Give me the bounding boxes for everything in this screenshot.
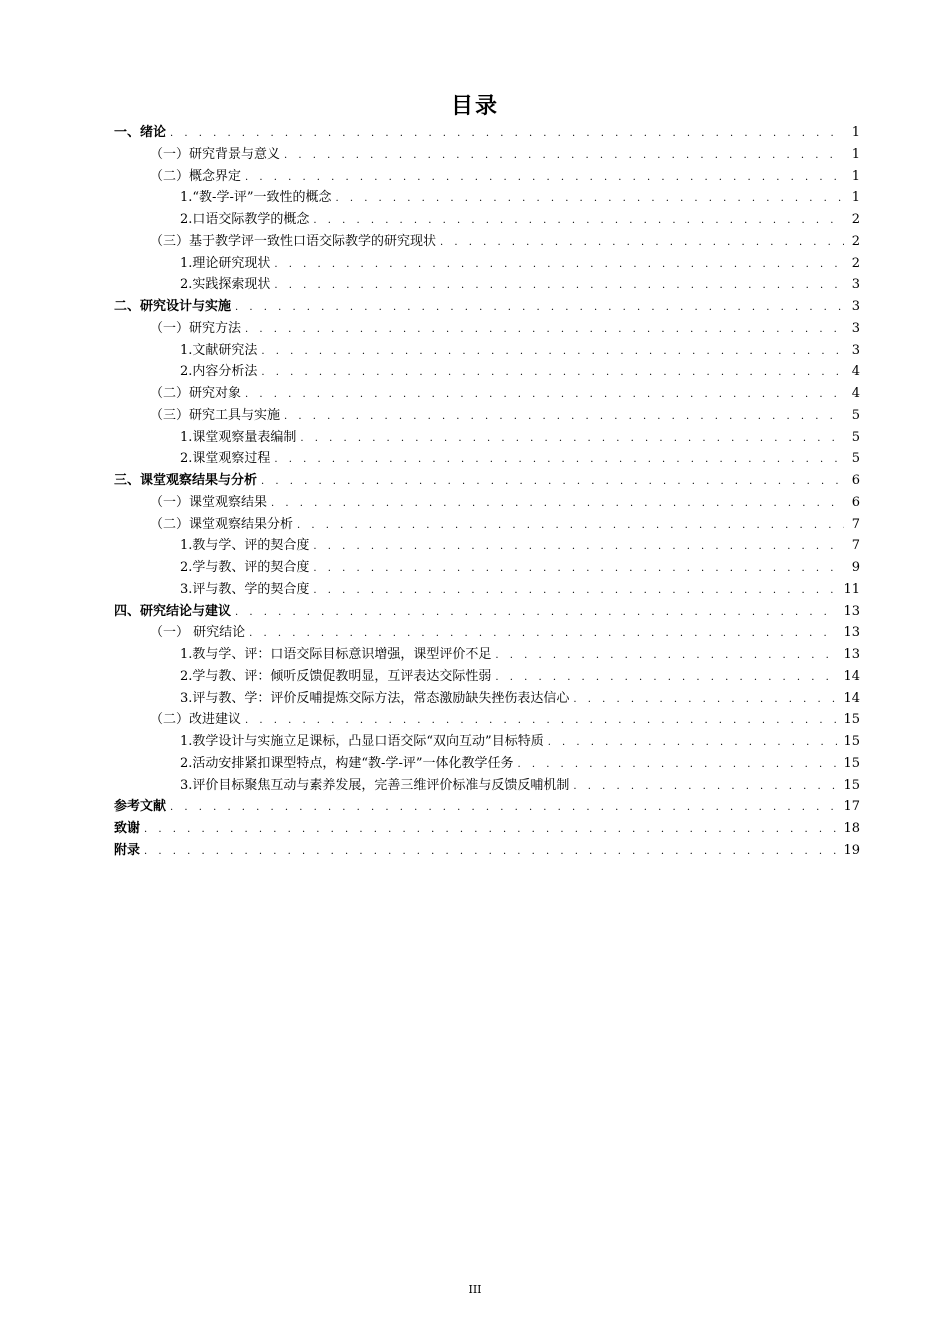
toc-entry-page: 5 — [851, 407, 860, 423]
toc-entry-title: 2.口语交际教学的概念 — [180, 212, 310, 227]
toc-entry-page: 17 — [843, 799, 860, 815]
toc-dot-leader — [249, 623, 837, 645]
toc-dot-leader — [313, 210, 844, 232]
toc-entry[interactable] — [114, 601, 860, 623]
toc-entry-page: 13 — [843, 647, 860, 662]
toc-entry-page: 1 — [851, 168, 860, 184]
toc-entry-title: （二）课堂观察结果分析 — [150, 516, 294, 532]
toc-entry[interactable] — [114, 274, 860, 296]
toc-entry-title: （一）研究方法 — [150, 320, 242, 336]
toc-entry-page: 14 — [843, 690, 860, 706]
toc-entry-page: 15 — [843, 777, 860, 793]
toc-entry[interactable] — [114, 731, 860, 753]
toc-entry-title: 1.教与学、评：口语交际目标意识增强，课型评价不足 — [180, 647, 492, 662]
toc-entry-title: 2.课堂观察过程 — [180, 451, 271, 467]
toc-entry[interactable] — [114, 666, 860, 688]
toc-entry-page: 14 — [843, 668, 860, 684]
toc-dot-leader — [271, 493, 844, 515]
toc-entry-title: 1.教学设计与实施立足课标，凸显口语交际“双向互动”目标特质 — [180, 734, 544, 749]
toc-entry-page: 15 — [843, 755, 860, 771]
toc-entry-title: 1.课堂观察量表编制 — [180, 429, 297, 445]
toc-entry-title: 3.评与教、学的契合度 — [180, 581, 310, 597]
toc-entry-page: 18 — [843, 821, 860, 836]
toc-entry[interactable] — [114, 557, 860, 579]
toc-entry[interactable] — [114, 318, 860, 340]
toc-entry[interactable] — [114, 470, 860, 492]
toc-entry-title: 致谢 — [114, 821, 141, 836]
toc-dot-leader — [235, 602, 837, 624]
toc-dot-leader — [297, 515, 844, 537]
toc-entry[interactable] — [114, 644, 860, 666]
toc-entry-page: 2 — [851, 212, 860, 227]
toc-entry-page: 9 — [851, 560, 860, 575]
toc-dot-leader — [313, 580, 837, 602]
toc-entry-title: 1.“教-学-评”一致性的概念 — [180, 190, 332, 206]
toc-entry[interactable] — [114, 579, 860, 601]
toc-entry-title: （一） 研究结论 — [150, 625, 246, 641]
toc-dot-leader — [144, 819, 837, 841]
toc-entry-page: 15 — [843, 734, 860, 749]
toc-entry[interactable] — [114, 231, 860, 253]
toc-dot-leader — [335, 188, 844, 210]
toc-entry-title: （二）概念界定 — [150, 168, 242, 184]
toc-entry-title: 1.教与学、评的契合度 — [180, 538, 310, 554]
toc-entry-title: 参考文献 — [114, 799, 167, 815]
toc-entry[interactable] — [114, 427, 860, 449]
toc-dot-leader — [235, 297, 844, 319]
toc-entry-page: 19 — [843, 842, 860, 858]
toc-entry-title: 2.学与教、评：倾听反馈促教明显，互评表达交际性弱 — [180, 668, 492, 684]
toc-entry-title: （一）研究背景与意义 — [150, 146, 281, 162]
toc-entry-title: 2.活动安排紧扣课型特点，构建“教-学-评”一体化教学任务 — [180, 755, 514, 771]
toc-dot-leader — [245, 384, 844, 406]
toc-entry-page: 6 — [851, 494, 860, 510]
page-number: III — [468, 1283, 482, 1296]
toc-entry-page: 13 — [843, 625, 860, 641]
toc-entry-page: 2 — [851, 233, 860, 249]
toc-entry[interactable] — [114, 209, 860, 231]
toc-entry[interactable] — [114, 622, 860, 644]
toc-dot-leader — [245, 167, 844, 189]
toc-entry[interactable] — [114, 187, 860, 209]
toc-entry[interactable] — [114, 514, 860, 536]
toc-entry[interactable] — [114, 753, 860, 775]
toc-entry-page: 5 — [851, 429, 860, 445]
toc-dot-leader — [300, 428, 844, 450]
toc-dot-leader — [284, 406, 844, 428]
toc-dot-leader — [313, 536, 844, 558]
toc-entry-title: 一、绪论 — [114, 125, 167, 140]
toc-dot-leader — [573, 689, 837, 711]
toc-entry-page: 1 — [851, 190, 860, 206]
toc-entry[interactable] — [114, 448, 860, 470]
toc-entry[interactable] — [114, 361, 860, 383]
toc-dot-leader — [284, 145, 844, 167]
toc-entry-page: 4 — [851, 386, 860, 401]
toc-entry-page: 3 — [851, 277, 860, 293]
toc-entry-title: （二）研究对象 — [150, 386, 242, 401]
toc-dot-leader — [495, 645, 837, 667]
toc-entry-title: 三、课堂观察结果与分析 — [114, 473, 258, 488]
toc-entry-page: 11 — [843, 581, 860, 597]
toc-entry[interactable] — [114, 709, 860, 731]
toc-dot-leader — [517, 754, 837, 776]
toc-entry-title: 2.内容分析法 — [180, 364, 258, 380]
toc-dot-leader — [548, 732, 838, 754]
toc-entry[interactable] — [114, 405, 860, 427]
toc-dot-leader — [170, 123, 844, 145]
toc-entry[interactable] — [114, 122, 860, 144]
toc-dot-leader — [245, 319, 844, 341]
toc-entry-page: 5 — [851, 451, 860, 467]
table-of-contents — [114, 122, 860, 862]
toc-dot-leader — [274, 254, 844, 276]
toc-entry-page: 3 — [851, 299, 860, 314]
toc-entry[interactable] — [114, 166, 860, 188]
toc-entry-page: 4 — [851, 364, 860, 380]
toc-dot-leader — [495, 667, 837, 689]
toc-dot-leader — [144, 841, 837, 863]
toc-entry[interactable] — [114, 840, 860, 862]
toc-entry[interactable] — [114, 253, 860, 275]
toc-entry-title: 3.评价目标聚焦互动与素养发展，完善三维评价标准与反馈反哺机制 — [180, 777, 570, 793]
toc-entry-page: 7 — [851, 538, 860, 554]
toc-dot-leader — [573, 776, 837, 798]
toc-dot-leader — [274, 449, 844, 471]
toc-dot-leader — [313, 558, 844, 580]
toc-entry-title: （三）研究工具与实施 — [150, 407, 281, 423]
toc-dot-leader — [274, 275, 844, 297]
toc-entry-title: 1.理论研究现状 — [180, 255, 271, 271]
toc-entry-page: 2 — [851, 255, 860, 271]
toc-entry[interactable] — [114, 796, 860, 818]
toc-entry-title: 2.实践探索现状 — [180, 277, 271, 293]
toc-entry[interactable] — [114, 144, 860, 166]
toc-dot-leader — [261, 362, 844, 384]
toc-entry-page: 7 — [851, 516, 860, 532]
toc-entry[interactable] — [114, 340, 860, 362]
toc-entry[interactable] — [114, 296, 860, 318]
toc-entry-title: 附录 — [114, 842, 141, 858]
toc-dot-leader — [440, 232, 844, 254]
toc-dot-leader — [261, 341, 844, 363]
toc-entry-page: 6 — [851, 473, 860, 488]
toc-entry-title: （一）课堂观察结果 — [150, 494, 268, 510]
toc-entry-page: 15 — [843, 712, 860, 728]
toc-entry[interactable] — [114, 775, 860, 797]
page-title: 目录 — [450, 94, 499, 119]
toc-entry-page: 1 — [851, 146, 860, 162]
toc-entry-page: 1 — [851, 125, 860, 140]
toc-entry-title: （三）基于教学评一致性口语交际教学的研究现状 — [150, 233, 437, 249]
toc-entry-title: 3.评与教、学：评价反哺提炼交际方法，常态激励缺失挫伤表达信心 — [180, 690, 570, 706]
toc-entry-title: 2.学与教、评的契合度 — [180, 560, 310, 575]
toc-entry[interactable] — [114, 492, 860, 514]
toc-entry-title: 1.文献研究法 — [180, 342, 258, 358]
toc-entry-page: 13 — [843, 603, 860, 619]
toc-entry[interactable] — [114, 383, 860, 405]
toc-entry[interactable] — [114, 688, 860, 710]
toc-entry-title: 四、研究结论与建议 — [114, 603, 232, 619]
toc-dot-leader — [245, 710, 837, 732]
toc-entry-title: （二）改进建议 — [150, 712, 242, 728]
toc-dot-leader — [261, 471, 844, 493]
toc-dot-leader — [170, 797, 837, 819]
toc-entry-page: 3 — [851, 320, 860, 336]
toc-entry[interactable] — [114, 818, 860, 840]
toc-entry[interactable] — [114, 535, 860, 557]
toc-entry-page: 3 — [851, 342, 860, 358]
toc-entry-title: 二、研究设计与实施 — [114, 299, 232, 314]
